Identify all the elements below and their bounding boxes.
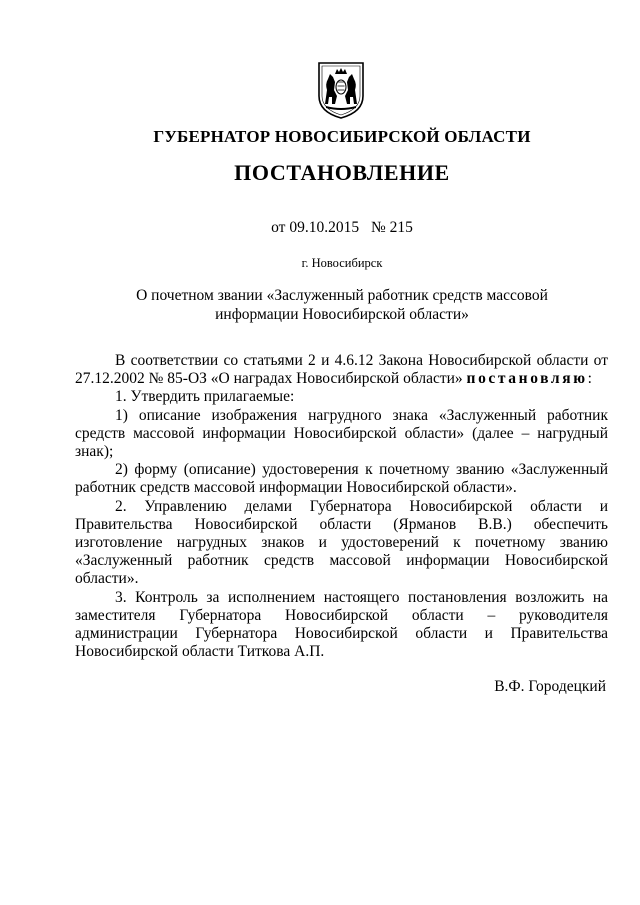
resolve-colon: :	[587, 370, 592, 388]
item-3: 3. Контроль за исполнением настоящего постановления возложить на заместителя Губернатора Новосибирской области – руководителя администрации Губернатора Новосибирской области и Правительства Новосибирской области Титкова А.П.	[75, 588, 608, 661]
document-number: № 215	[370, 219, 413, 236]
document-body	[75, 352, 608, 661]
document-subject: О почетном звании «Заслуженный работник средств массовой информации Новосибирской области»	[136, 287, 548, 323]
authority-title: ГУБЕРНАТОР НОВОСИБИРСКОЙ ОБЛАСТИ	[153, 127, 531, 146]
item-1-2: 2) форму (описание) удостоверения к почетному званию «Заслуженный работник средств массовой информации Новосибирской области».	[75, 461, 608, 497]
city-line: г. Новосибирск	[301, 256, 383, 270]
date-line	[0, 219, 640, 237]
document-type: ПОСТАНОВЛЕНИЕ	[234, 160, 450, 185]
item-1-1: 1) описание изображения нагрудного знака «Заслуженный работник средств массовой информации Новосибирской области» (далее – нагрудный знак);	[75, 406, 608, 461]
date-prefix: от	[271, 219, 286, 236]
signatory-name: В.Ф. Городецкий	[494, 678, 606, 695]
item-2: 2. Управлению делами Губернатора Новосибирской области и Правительства Новосибирской области (Ярманов В.В.) обеспечить изготовление нагрудных знаков и удостоверений к почетному званию «Заслуженный работник средств массовой информации Новосибирской области».	[75, 497, 608, 588]
coat-of-arms-icon	[316, 60, 366, 120]
preamble-text: В соответствии со статьями 2 и 4.6.12 Закона Новосибирской области от 27.12.2002 № 85-ОЗ «О наградах Новосибирской области»	[75, 352, 608, 388]
resolve-word: постановляю	[466, 370, 588, 388]
item-1: 1. Утвердить прилагаемые:	[115, 388, 295, 406]
preamble-paragraph	[75, 352, 608, 388]
document-date: 09.10.2015	[289, 219, 360, 236]
